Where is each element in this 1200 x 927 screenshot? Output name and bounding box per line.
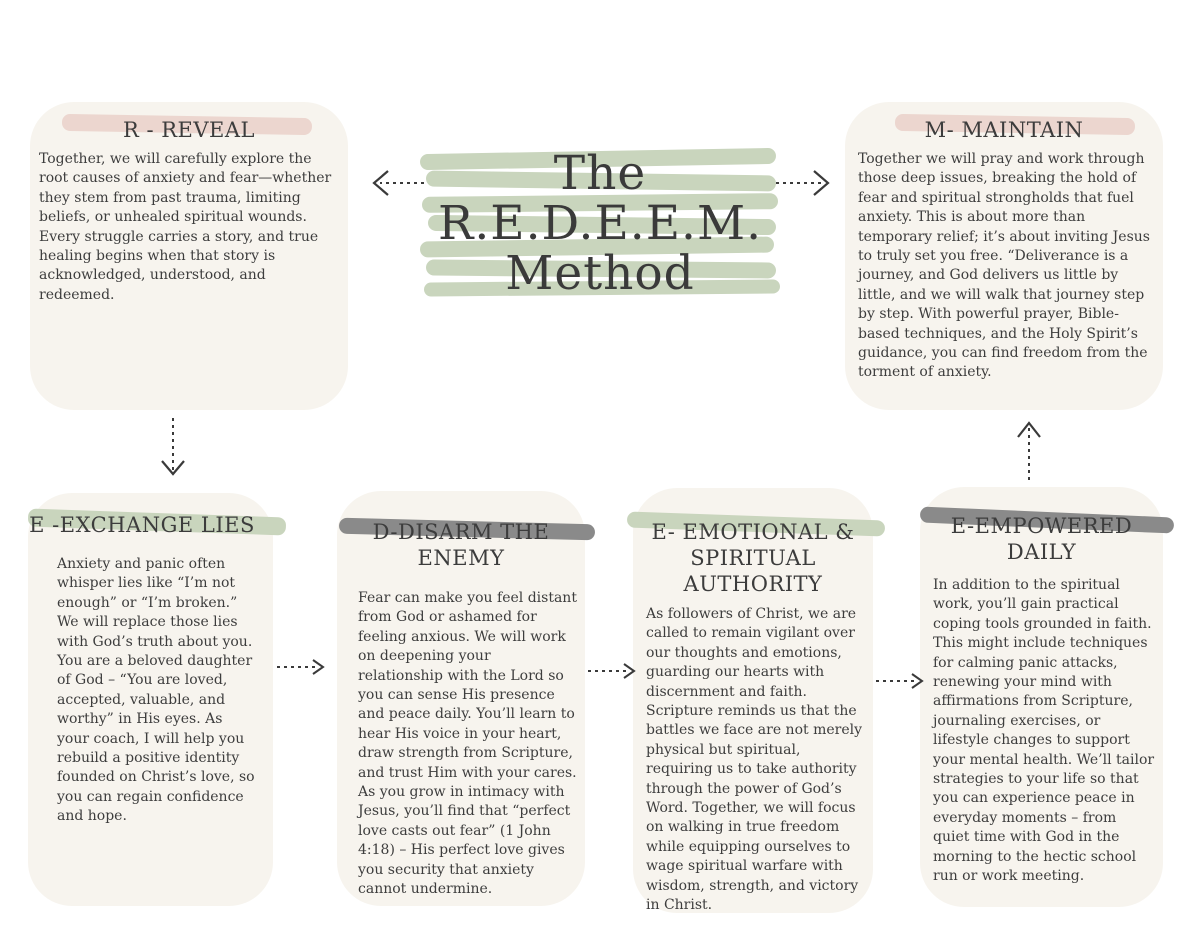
step-title: M- MAINTAIN [924,118,1084,142]
arrow-disarm-to-emotional [588,664,634,678]
step-title: R - REVEAL [122,118,255,142]
diagram-title [420,145,780,305]
step-title-line-2: DAILY [1006,540,1077,564]
step-body: Together we will pray and work through those deep issues, breaking the hold of fear and spiritual strongholds that fuel anxiety. This is about more than temporary relief; it’s about inviting Jesus to truly set you free. “Deliverance is a journey, and God delivers us little by little, and we will walk that journey step by step. With powerful prayer, Bible-based techniques, and the Holy Spirit’s guidance, you can find freedom from the torment of anxiety. [858,151,1150,381]
step-title-line-2: SPIRITUAL [690,546,816,570]
step-title: E -EXCHANGE LIES [29,513,255,537]
step-body: Fear can make you feel distant from God or ashamed for feeling anxious. We will work on deepening your relationship with the Lord so you can sense His presence and peace daily. You’ll learn to hear His voice in your heart, draw strength from Scripture, and trust Him with your cares. As you grow in intimacy with Jesus, you’ll find that “perfect love casts out fear” (1 John 4:18) – His perfect love gives you security that anxiety cannot undermine. [358,590,577,898]
step-title-line-1: E-EMPOWERED [950,514,1133,538]
arrow-reveal-to-exchange [162,418,184,474]
step-body: As followers of Christ, we are called to remain vigilant over our thoughts and emotions, guarding our hearts with discernment and faith. Scripture reminds us that the battles we face are not merely physical but spiritual, requiring us to take authority through the power of God’s Word. Together, we will focus on walking in true freedom while equipping ourselves to wage spiritual warfare with wisdom, strength, and victory in Christ. [646,606,863,914]
step-body: Together, we will carefully explore the root causes of anxiety and fear—whether they stem from past trauma, limiting beliefs, or unhealed spiritual wounds. Every struggle carries a story, and true healing begins when that story is acknowledged, understood, and redeemed. [39,151,332,303]
step-body: In addition to the spiritual work, you’ll gain practical coping tools grounded in faith. This might include techniques for calming panic attacks, renewing your mind with affirmations from Scripture, journaling exercises, or lifestyle changes to support your mental health. We’ll tailor strategies to your life so that you can experience peace in everyday moments – from quiet time with God in the morning to the hectic school run or work meeting. [933,577,1155,885]
step-body: Anxiety and panic often whisper lies like “I’m not enough” or “I’m broken.” We will replace those lies with God’s truth about you. You are a beloved daughter of God – “You are loved, accepted, valuable, and worthy” in His eyes. As your coach, I will help you rebuild a positive identity founded on Christ’s love, so you can regain confidence and hope. [57,556,255,825]
title-line-3: Method [505,246,695,301]
arrow-exchange-to-disarm [277,660,323,674]
step-title-line-1: D-DISARM THE [372,520,550,544]
step-title-line-2: ENEMY [417,546,505,570]
arrow-empowered-to-maintain [1018,423,1040,480]
step-title-line-1: E- EMOTIONAL & [651,520,855,544]
step-title-line-3: AUTHORITY [683,572,823,596]
title-line-1: The [553,146,647,201]
title-line-2: R.E.D.E.E.M. [437,196,763,251]
arrow-emotional-to-empowered [876,674,922,688]
